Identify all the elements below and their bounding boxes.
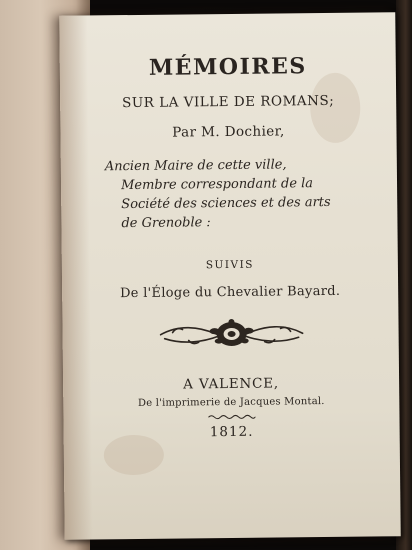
main-title: MÉMOIRES xyxy=(148,53,307,81)
imprint-printer: De l'imprimerie de Jacques Montal. xyxy=(137,396,325,409)
decorative-rule xyxy=(207,414,255,421)
author-line: Par M. Dochier, xyxy=(172,123,285,141)
imprint-place: A VALENCE, xyxy=(183,375,280,393)
subtitle: SUR LA VILLE DE ROMANS; xyxy=(122,92,335,112)
eloge-line: De l'Éloge du Chevalier Bayard. xyxy=(119,283,341,302)
author-description-line: Société des sciences et des arts xyxy=(121,194,331,213)
author-description-line: Membre correspondant de la xyxy=(120,176,314,194)
title-page xyxy=(59,12,400,539)
ornament-fleuron xyxy=(158,313,304,355)
author-description-line: de Grenoble : xyxy=(121,215,211,232)
author-description-line: Ancien Maire de cette ville, xyxy=(104,157,287,175)
publication-year: 1812. xyxy=(209,423,254,441)
suivis-label: SUIVIS xyxy=(205,258,255,272)
author-description xyxy=(105,155,366,234)
